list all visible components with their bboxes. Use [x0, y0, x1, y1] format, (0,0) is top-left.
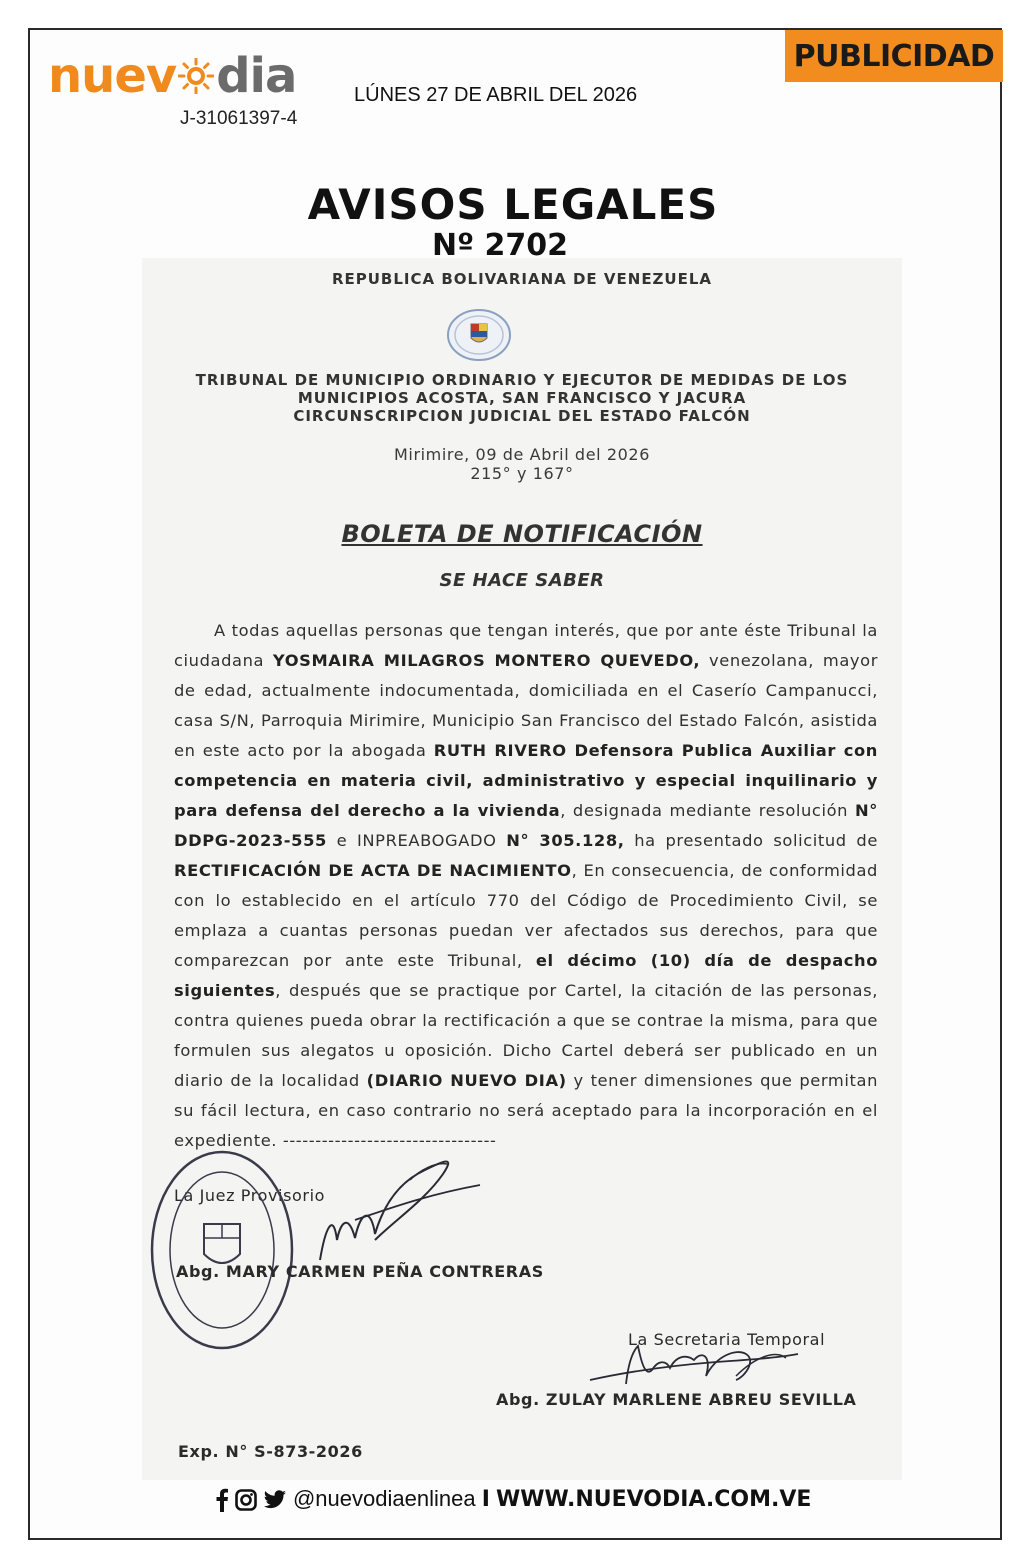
- place-date: Mirimire, 09 de Abril del 2026 215° y 167°: [394, 445, 650, 483]
- sun-icon: [178, 58, 214, 94]
- issue-date: LÚNES 27 DE ABRIL DEL 2026: [354, 84, 638, 106]
- court-stamp: [148, 1148, 296, 1352]
- document-subtitle: SE HACE SABER: [439, 570, 605, 591]
- twitter-icon[interactable]: [263, 1490, 287, 1510]
- rif-number: J-31061397-4: [180, 108, 298, 129]
- judge-title: La Juez Provisorio: [174, 1186, 326, 1205]
- footer-bar: [0, 1486, 1026, 1512]
- secretary-title: La Secretaria Temporal: [628, 1330, 826, 1349]
- secretary-name: Abg. ZULAY MARLENE ABREU SEVILLA: [496, 1390, 857, 1409]
- republic-heading: REPUBLICA BOLIVARIANA DE VENEZUELA: [331, 270, 713, 288]
- social-handle[interactable]: @nuevodiaenlinea: [292, 1486, 476, 1511]
- judge-name: Abg. MARY CARMEN PEÑA CONTRERAS: [176, 1262, 544, 1281]
- page-title: AVISOS LEGALES: [307, 180, 719, 229]
- facebook-icon[interactable]: [215, 1488, 229, 1512]
- judge-signature: [315, 1150, 485, 1270]
- notice-body: A todas aquellas personas que tengan interés, que por ante éste Tribunal la ciudadana YOSMAIRA MILAGROS MONTERO QUEVEDO, venezolana, mayor de edad, actualmente indocumentada, domiciliada en el Caserío Campanucci, casa S/N, Parroquia Mirimire, Municipio San Francisco del Estado Falcón, asistida en este acto por la abogada RUTH RIVERO Defensora Publica Auxiliar con competencia en materia civil, administrativo y especial inquilinario y para defensa del derecho a la vivienda, designada mediante resolución N° DDPG-2023-555 e INPREABOGADO N° 305.128, ha presentado solicitud de RECTIFICACIÓN DE ACTA DE NACIMIENTO, En consecuencia, de conformidad con lo establecido en el artículo 770 del Código de Procedimiento Civil, se emplaza a cuantas personas puedan ver afectados sus derechos, para que comparezcan por ante este Tribunal, el décimo (10) día de despacho siguientes, después que se practique por Cartel, la citación de las personas, contra quienes pueda obrar la rectificación a que se contrae la misma, para que formulen sus alegatos u oposición. Dicho Cartel deberá ser publicado en un diario de la localidad (DIARIO NUEVO DIA) y tener dimensiones que permitan su fácil lectura, en caso contrario no será aceptado para la incorporación en el expediente. ---------------------------------: [174, 621, 879, 1150]
- footer-separator: I: [481, 1487, 490, 1512]
- section-tag: PUBLICIDAD: [785, 30, 1003, 82]
- newspaper-logo: nuev dia: [48, 48, 297, 104]
- court-heading: TRIBUNAL DE MUNICIPIO ORDINARIO Y EJECUTOR DE MEDIDAS DE LOS MUNICIPIOS ACOSTA, SAN FRANCISCO Y JACURA CIRCUNSCRIPCION JUDICIAL DEL ESTADO FALCÓN: [195, 371, 849, 425]
- document-title: BOLETA DE NOTIFICACIÓN: [341, 520, 703, 548]
- coat-of-arms-seal: [446, 308, 512, 362]
- website-link[interactable]: WWW.NUEVODIA.COM.VE: [496, 1487, 812, 1512]
- instagram-icon[interactable]: [235, 1489, 257, 1511]
- case-file-number: Exp. N° S-873-2026: [178, 1442, 363, 1461]
- notice-number: Nº 2702: [432, 228, 568, 263]
